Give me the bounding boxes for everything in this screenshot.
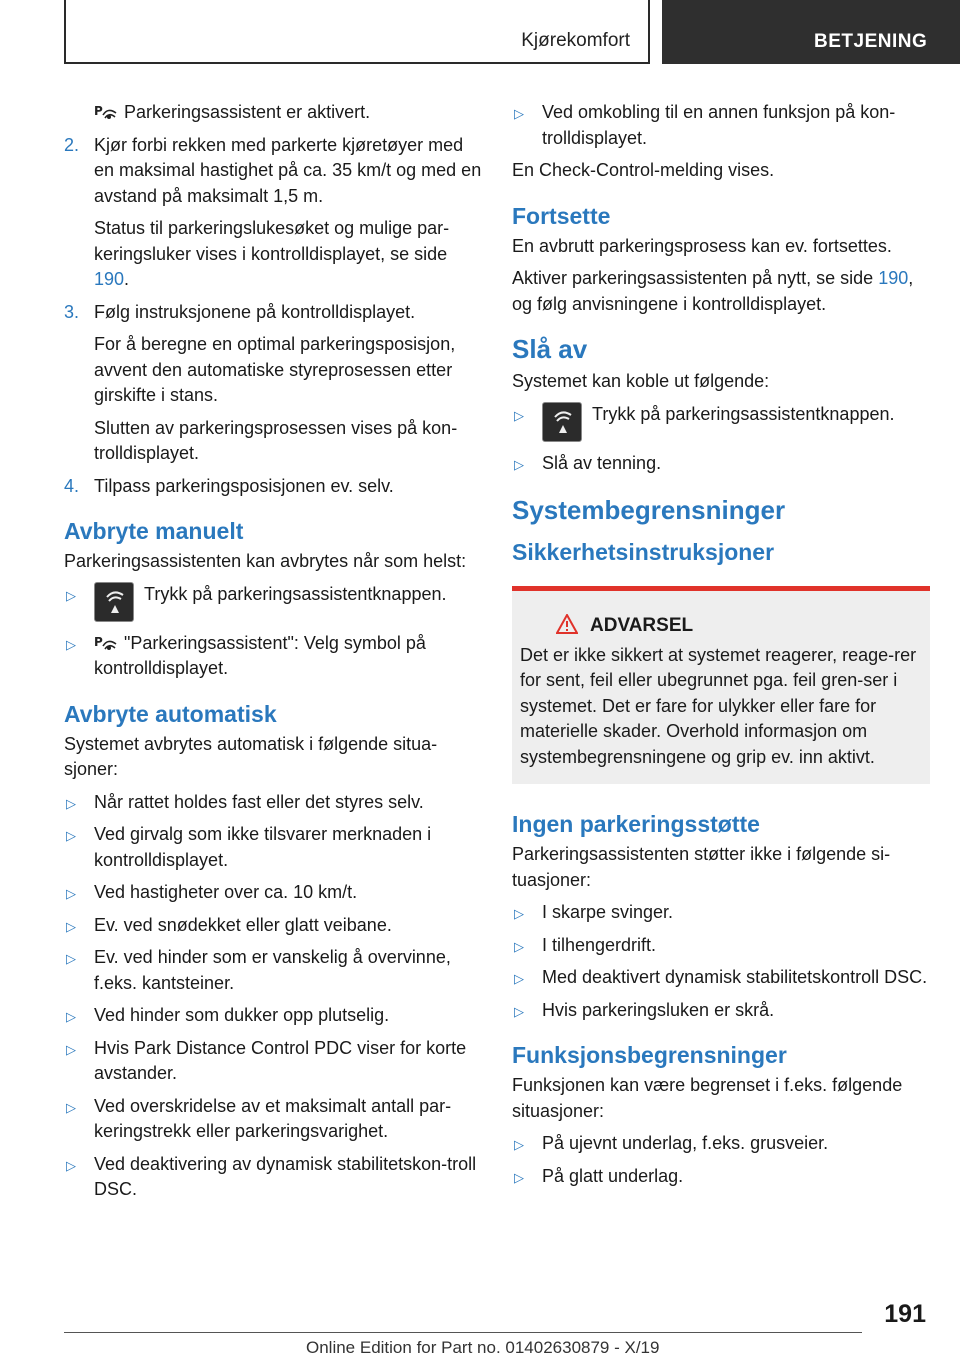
bullet-text: Ved deaktivering av dynamisk stabilitetskon-troll DSC. — [94, 1153, 477, 1199]
bullet-text: Ved omkobling til en annen funksjon på kon-trolldisplayet. — [542, 102, 896, 148]
auto-intro: Systemet avbrytes automatisk i følgende situa-sjoner: — [64, 733, 438, 779]
bullet-triangle-icon: ▷ — [514, 407, 524, 423]
switch-off-intro: Systemet kan koble ut følgende: — [512, 371, 770, 391]
bullet-text: Ved hinder som dukker opp plutselig. — [94, 1005, 390, 1025]
step-text: Følg instruksjonene på kontrolldisplayet. — [94, 301, 416, 322]
bullet-triangle-icon: ▷ — [514, 1003, 524, 1019]
bullet-triangle-icon: ▷ — [514, 1169, 524, 1185]
bullet-triangle-icon: ▷ — [66, 951, 76, 966]
list-item — [512, 965, 930, 991]
heading-cancel-auto: Avbryte automatisk — [64, 700, 277, 727]
bullet-text: Trykk på parkeringsassistentknappen. — [144, 583, 447, 604]
svg-text:P: P — [94, 634, 103, 649]
list-item — [64, 1036, 482, 1087]
svg-text:P: P — [94, 104, 103, 118]
bullet-text: Ev. ved hinder som er vanskelig å overvinne, f.eks. kantsteiner. — [94, 947, 451, 993]
step-3-note-1: For å beregne en optimal parkeringsposisjon, avvent den automatiske styreprosessen etter girskifte i stans. — [94, 334, 456, 405]
heading-continue: Fortsette — [512, 202, 611, 229]
bullet-text: Ved hastigheter over ca. 10 km/t. — [94, 882, 358, 902]
warning-text: Det er ikke sikkert at systemet reagerer, reage-rer for sent, feil eller ubegrunnet pga. feil gren-ser i systemet. Det er fare for ulykker eller fare for materielle skader. Overhold informasjon om systembegrensningene og grip ev. inn aktivt. — [520, 644, 917, 767]
bullet-text: På glatt underlag. — [542, 1165, 684, 1186]
list-item — [64, 1152, 482, 1203]
bullet-triangle-icon: ▷ — [514, 906, 524, 921]
continue-text-b: , og følg anvisningene i kontrolldisplayet. — [512, 268, 914, 314]
list-item — [64, 880, 482, 906]
bullet-triangle-icon: ▷ — [514, 971, 524, 986]
list-item — [64, 913, 482, 939]
step-number: 4. — [64, 475, 80, 496]
list-item — [64, 790, 482, 816]
list-item — [512, 451, 930, 477]
switch-off-bullet-1 — [512, 402, 930, 444]
bullet-triangle-icon: ▷ — [66, 795, 76, 811]
bullet-text: Trykk på parkeringsassistentknappen. — [592, 403, 895, 424]
bullet-text: Hvis Park Distance Control PDC viser for korte avstander. — [94, 1037, 467, 1083]
list-item — [64, 945, 482, 996]
step-2-note: Status til parkeringslukesøket og mulige par-keringsluker vises i kontrolldisplayet, se side 190. — [94, 218, 450, 289]
bullet-triangle-icon: ▷ — [66, 1041, 76, 1057]
bullet-text: Når rattet holdes fast eller det styres selv. — [94, 791, 424, 812]
page-number: 191 — [884, 1300, 926, 1328]
warning-triangle-icon — [556, 614, 578, 634]
list-item — [64, 1003, 482, 1029]
step-3 — [64, 300, 482, 326]
warning-title-text: ADVARSEL — [590, 615, 694, 636]
bullet-triangle-icon: ▷ — [66, 1157, 76, 1173]
bullet-triangle-icon: ▷ — [66, 1099, 76, 1115]
manual-intro: Parkeringsassistenten kan avbrytes når som helst: — [64, 551, 467, 571]
warning-title — [520, 613, 922, 639]
list-item — [512, 900, 930, 926]
step-2 — [64, 133, 482, 210]
list-item — [64, 822, 482, 873]
bullet-triangle-icon: ▷ — [66, 636, 76, 652]
parking-assistant-icon — [94, 103, 118, 121]
bullet-triangle-icon: ▷ — [514, 456, 524, 472]
bullet-triangle-icon: ▷ — [514, 938, 524, 954]
bullet-triangle-icon: ▷ — [66, 918, 76, 934]
no-support-intro: Parkeringsassistenten støtter ikke i følgende si-tuasjoner: — [512, 844, 891, 890]
list-item — [512, 933, 930, 959]
function-limits-intro: Funksjonen kan være begrenset i f.eks. følgende situasjoner: — [512, 1075, 903, 1121]
heading-system-limits: Systembegrensninger — [512, 495, 786, 525]
step-4 — [64, 474, 482, 500]
section-tab — [64, 0, 650, 64]
bullet-triangle-icon: ▷ — [66, 1009, 76, 1024]
page-link[interactable]: 190 — [94, 269, 125, 289]
chapter-tab: BETJENING — [662, 0, 960, 64]
heading-switch-off: Slå av — [512, 334, 588, 364]
parking-assistant-button-icon — [542, 402, 582, 442]
heading-no-support: Ingen parkeringsstøtte — [512, 811, 760, 837]
page-header — [0, 0, 960, 66]
left-column — [64, 100, 482, 1210]
check-control-message: En Check-Control-melding vises. — [512, 160, 775, 180]
list-item — [512, 998, 930, 1024]
bullet-text: På ujevnt underlag, f.eks. grusveier. — [542, 1133, 829, 1153]
page-link[interactable]: 190 — [878, 268, 909, 288]
step-1-result — [64, 100, 482, 126]
bullet-triangle-icon: ▷ — [66, 828, 76, 843]
step-1-text: Parkeringsassistent er aktivert. — [124, 102, 371, 122]
bullet-text: "Parkeringsassistent": Velg symbol på kontrolldisplayet. — [94, 632, 426, 678]
bullet-text: I tilhengerdrift. — [542, 934, 657, 955]
bullet-text: Ved overskridelse av et maksimalt antall par-keringstrekk eller parkeringsvarighet. — [94, 1095, 452, 1141]
list-item — [64, 1094, 482, 1145]
step-number: 2. — [64, 134, 80, 155]
heading-safety: Sikkerhetsinstruksjoner — [512, 539, 775, 565]
bullet-text: Med deaktivert dynamisk stabilitetskontroll DSC. — [542, 967, 928, 987]
parking-assistant-button-icon — [94, 582, 134, 622]
continue-text-a: Aktiver parkeringsassistenten på nytt, se side — [512, 268, 874, 288]
continue-text-1: En avbrutt parkeringsprosess kan ev. fortsettes. — [512, 235, 892, 256]
bullet-triangle-icon: ▷ — [514, 106, 524, 121]
step-number: 3. — [64, 301, 80, 322]
manual-bullet-1 — [64, 582, 482, 624]
footer-divider — [64, 1332, 862, 1333]
manual-bullet-2 — [64, 631, 482, 682]
list-item — [512, 1164, 930, 1190]
step-3-note-2: Slutten av parkeringsprosessen vises på kon-trolldisplayet. — [94, 417, 458, 463]
note-text: Status til parkeringslukesøket og mulige par-keringsluker vises i kontrolldisplayet, se side — [94, 218, 450, 264]
heading-function-limits: Funksjonsbegrensninger — [512, 1042, 787, 1068]
list-item — [512, 100, 930, 151]
bullet-text: I skarpe svinger. — [542, 902, 674, 922]
bullet-triangle-icon: ▷ — [514, 1137, 524, 1152]
bullet-triangle-icon: ▷ — [66, 886, 76, 901]
step-text: Kjør forbi rekken med parkerte kjøretøyer med en maksimal hastighet på ca. 35 km/t og med en avstand på maksimalt 1,5 m. — [94, 134, 482, 206]
bullet-text: Hvis parkeringsluken er skrå. — [542, 999, 775, 1020]
step-text: Tilpass parkeringsposisjonen ev. selv. — [94, 475, 394, 496]
bullet-text: Ved girvalg som ikke tilsvarer merknaden i kontrolldisplayet. — [94, 824, 432, 870]
footer-edition: Online Edition for Part no. 01402630879 - X/19 — [306, 1338, 660, 1357]
warning-box — [512, 586, 930, 784]
bullet-triangle-icon: ▷ — [66, 587, 76, 603]
right-column — [512, 100, 930, 1196]
bullet-text: Slå av tenning. — [542, 452, 662, 473]
heading-cancel-manual: Avbryte manuelt — [64, 518, 244, 544]
section-title: Kjørekomfort — [521, 30, 630, 51]
bullet-text: Ev. ved snødekket eller glatt veibane. — [94, 914, 392, 935]
continue-text-2 — [512, 266, 930, 317]
parking-assistant-icon — [94, 634, 118, 652]
list-item — [512, 1131, 930, 1157]
